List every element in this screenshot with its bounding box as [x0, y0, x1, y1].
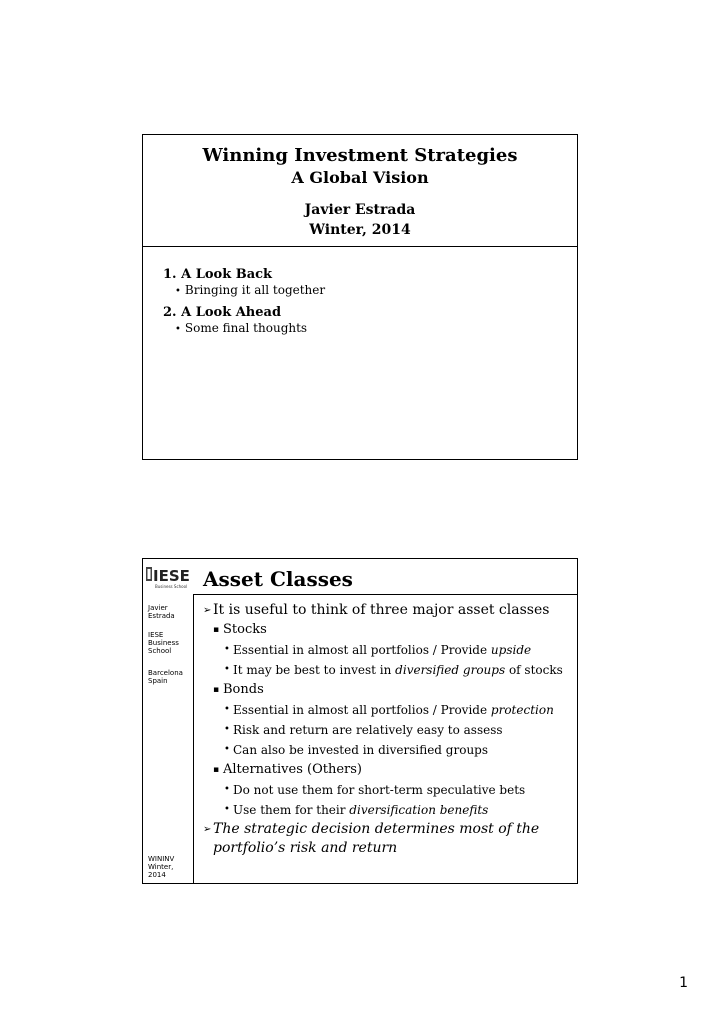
- sub-bullet: • Essential in almost all portfolios / Provide upside: [203, 640, 573, 660]
- term-date: Winter, 2014: [309, 222, 411, 238]
- author-name: Javier Estrada: [304, 202, 416, 218]
- bullet-icon: •: [224, 804, 230, 815]
- sidebar-author: Javier Estrada: [148, 604, 175, 620]
- square-bullet-icon: ▪: [213, 625, 220, 635]
- bullet-stocks: ▪ Stocks: [203, 620, 573, 640]
- sub-bullet: • Use them for their diversification benefits: [203, 800, 573, 820]
- bullet-icon: •: [175, 286, 181, 297]
- slide-asset-classes: [142, 558, 578, 884]
- sub-bullet: • Can also be invested in diversified groups: [203, 740, 573, 760]
- arrow-bullet-icon: ➢: [203, 824, 212, 835]
- bullet-alternatives: ▪ Alternatives (Others): [203, 760, 573, 780]
- iese-logo-icon: [146, 565, 190, 591]
- slide-title: [142, 134, 578, 460]
- bullet-icon: •: [224, 664, 230, 675]
- slide-content: [203, 601, 573, 858]
- bullet-conclusion: ➢ The strategic decision determines most of the portfolio’s risk and return: [203, 821, 540, 856]
- page-number: 1: [679, 975, 688, 991]
- agenda-item: • Some final thoughts: [175, 321, 308, 335]
- bullet-icon: •: [224, 724, 230, 735]
- sub-bullet: • Essential in almost all portfolios / Provide protection: [203, 700, 573, 720]
- sidebar-course: WININV Winter, 2014: [148, 855, 175, 879]
- bullet-icon: •: [224, 704, 230, 715]
- title-divider: [193, 594, 577, 595]
- sub-bullet: • It may be best to invest in diversified groups of stocks: [203, 660, 573, 680]
- square-bullet-icon: ▪: [213, 685, 220, 695]
- sidebar-divider: [193, 594, 194, 883]
- agenda-list: [163, 267, 325, 343]
- sidebar-school: IESE Business School: [148, 631, 179, 655]
- bullet-icon: •: [175, 324, 181, 335]
- agenda-item: • Bringing it all together: [175, 283, 326, 297]
- bullet-icon: •: [224, 784, 230, 795]
- arrow-bullet-icon: ➢: [203, 605, 212, 616]
- bullet-icon: •: [224, 744, 230, 755]
- agenda-heading: 2. A Look Ahead: [163, 305, 282, 320]
- sub-bullet: • Do not use them for short-term speculative bets: [203, 780, 573, 800]
- presentation-title: Winning Investment Strategies: [202, 145, 518, 166]
- square-bullet-icon: ▪: [213, 765, 220, 775]
- agenda-heading: 1. A Look Back: [163, 267, 273, 282]
- svg-text:Business School: Business School: [155, 584, 188, 589]
- svg-text:IESE: IESE: [153, 567, 190, 585]
- divider: [143, 246, 577, 247]
- bullet-intro: ➢ It is useful to think of three major asset classes: [203, 602, 550, 618]
- sub-bullet: • Risk and return are relatively easy to assess: [203, 720, 573, 740]
- bullet-icon: •: [224, 644, 230, 655]
- slide-title-text: Asset Classes: [203, 567, 353, 591]
- sidebar-location: Barcelona Spain: [148, 669, 183, 685]
- presentation-subtitle: A Global Vision: [291, 168, 429, 187]
- bullet-bonds: ▪ Bonds: [203, 680, 573, 700]
